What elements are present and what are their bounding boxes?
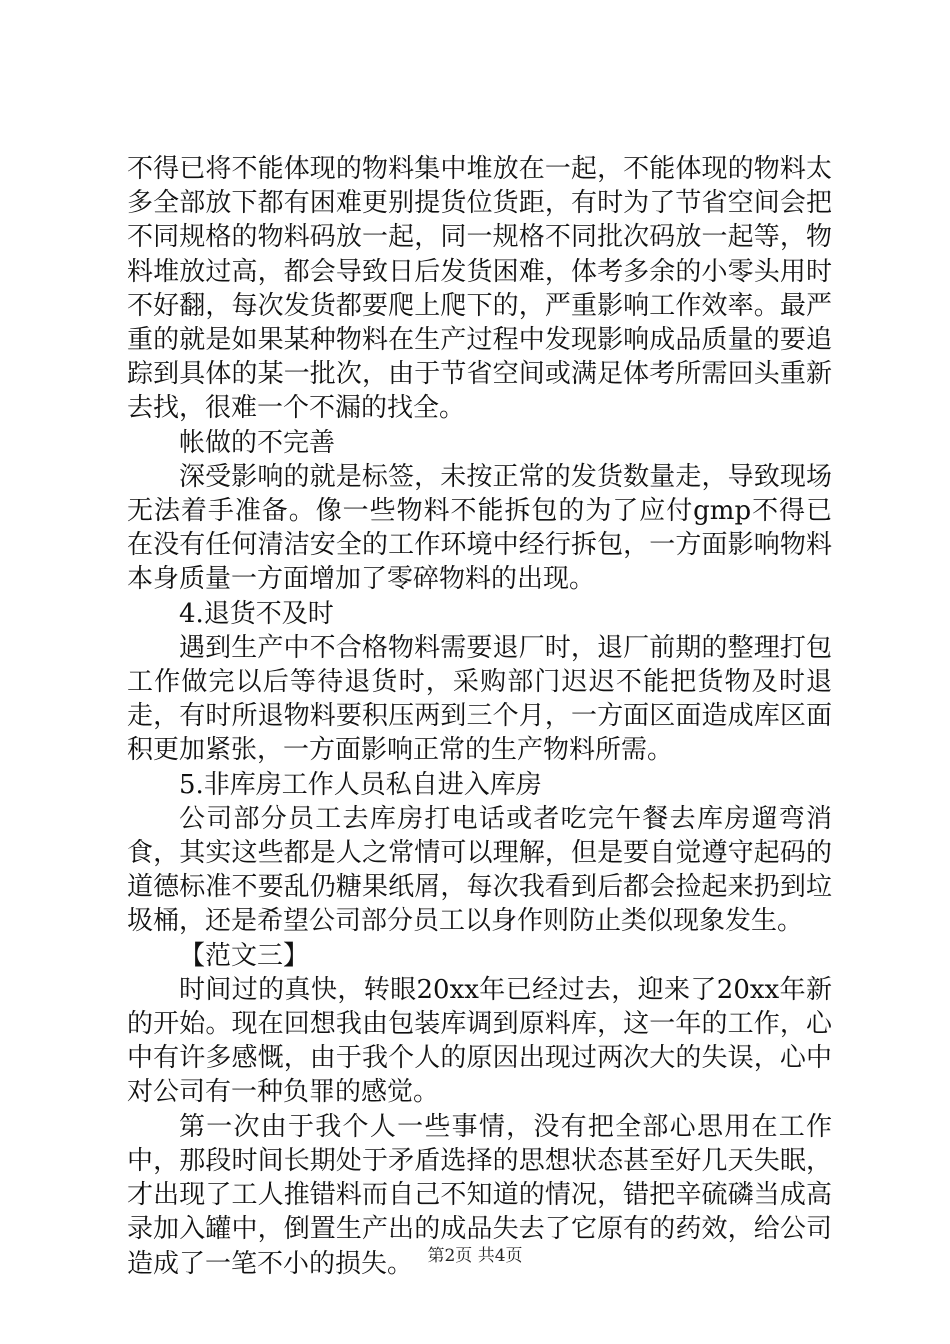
document-body bbox=[127, 152, 832, 1281]
body-paragraph: 深受影响的就是标签，未按正常的发货数量走，导致现场无法着手准备。像一些物料不能拆包的为了应付gmp不得已在没有任何清洁安全的工作环境中经行拆包，一方面影响物料本身质量一方面增加了零碎物料的出现。 bbox=[127, 461, 832, 595]
body-paragraph: 第一次由于我个人一些事情，没有把全部心思用在工作中，那段时间长期处于矛盾选择的思想状态甚至好几天失眠，才出现了工人推错料而自己不知道的情况，错把辛硫磷当成高录加入罐中，倒置生产出的成品失去了它原有的药效，给公司造成了一笔不小的损失。 bbox=[127, 1111, 832, 1279]
section-heading: 4.退货不及时 bbox=[179, 598, 334, 629]
section-heading: 5.非库房工作人员私自进入库房 bbox=[179, 769, 542, 800]
page-number-footer: 第2页 共4页 bbox=[427, 1246, 523, 1266]
section-heading: 帐做的不完善 bbox=[179, 427, 336, 458]
sample-heading: 【范文三】 bbox=[179, 940, 310, 971]
body-paragraph: 公司部分员工去库房打电话或者吃完午餐去库房遛弯消食，其实这些都是人之常情可以理解，但是要自觉遵守起码的道德标准不要乱仍糖果纸屑，每次我看到后都会捡起来扔到垃圾桶，还是希望公司部分员工以身作则防止类似现象发生。 bbox=[127, 803, 832, 937]
body-paragraph: 时间过的真快，转眼20xx年已经过去，迎来了20xx年新的开始。现在回想我由包装库调到原料库，这一年的工作，心中有许多感慨，由于我个人的原因出现过两次大的失误，心中对公司有一种负罪的感觉。 bbox=[127, 974, 832, 1108]
body-paragraph: 不得已将不能体现的物料集中堆放在一起，不能体现的物料太多全部放下都有困难更别提货位货距，有时为了节省空间会把不同规格的物料码放一起，同一规格不同批次码放一起等，物料堆放过高，都会导致日后发货困难，体考多余的小零头用时不好翻，每次发货都要爬上爬下的，严重影响工作效率。最严重的就是如果某种物料在生产过程中发现影响成品质量的要追踪到具体的某一批次，由于节省空间或满足体考所需回头重新去找，很难一个不漏的找全。 bbox=[127, 154, 832, 424]
body-paragraph: 遇到生产中不合格物料需要退厂时，退厂前期的整理打包工作做完以后等待退货时，采购部门迟迟不能把货物及时退走，有时所退物料要积压两到三个月，一方面区面造成库区面积更加紧张，一方面影响正常的生产物料所需。 bbox=[127, 632, 832, 766]
